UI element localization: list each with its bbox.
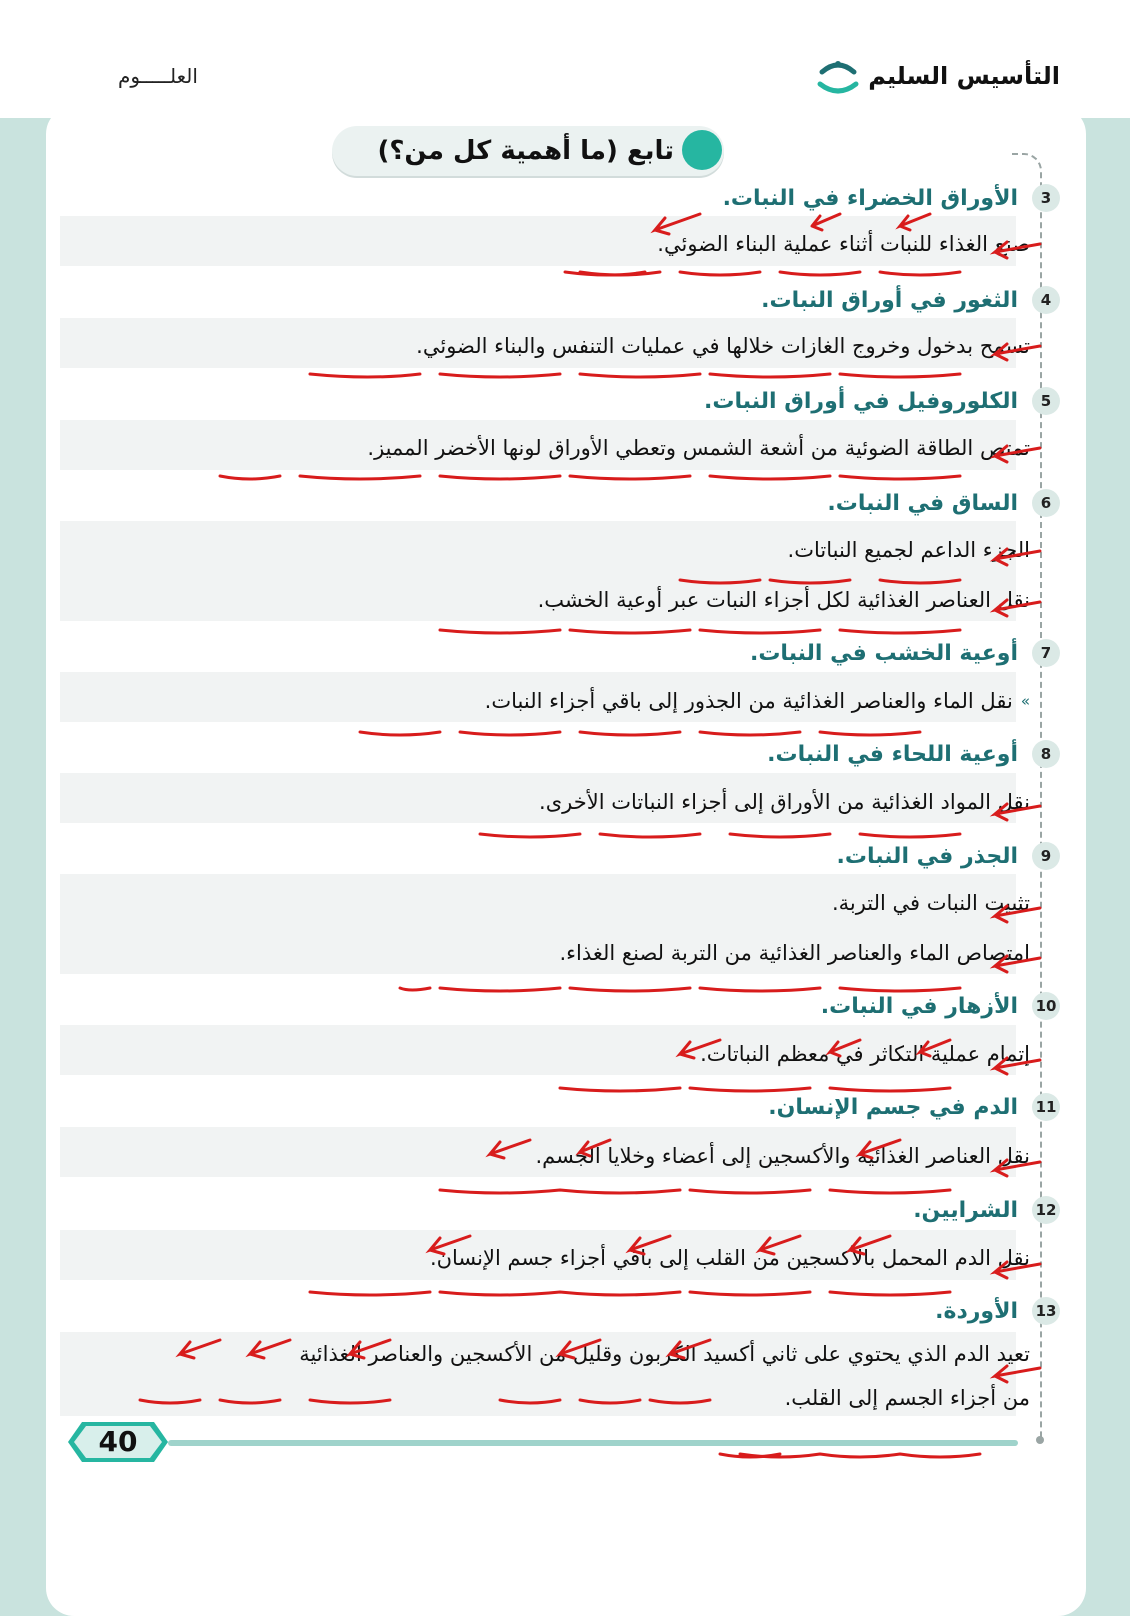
item-9 [837, 834, 1061, 878]
subject-label: العلـــــوم [118, 64, 198, 88]
frame-dot [1036, 1436, 1044, 1444]
item-11 [768, 1085, 1060, 1129]
item-number: 12 [1032, 1196, 1060, 1224]
item-number: 13 [1032, 1297, 1060, 1325]
item-heading: الدم في جسم الإنسان. [768, 1094, 1018, 1120]
answer-line: نقل العناصر الغذائية والأكسجين إلى أعضاء وخلايا الجسم. [535, 1144, 1030, 1168]
item-heading: الأوردة. [935, 1298, 1018, 1324]
brand-name: التأسيس السليم [868, 62, 1060, 90]
brand [816, 56, 1060, 96]
item-heading: الكلوروفيل في أوراق النبات. [704, 388, 1018, 414]
page-number: 40 [98, 1425, 138, 1458]
item-heading: الأوراق الخضراء في النبات. [722, 185, 1018, 211]
item-heading: أوعية الخشب في النبات. [749, 640, 1018, 666]
page-footer-line [168, 1440, 1018, 1446]
answer-line: من أجزاء الجسم إلى القلب. [784, 1386, 1030, 1410]
item-8 [767, 732, 1060, 776]
item-3 [723, 176, 1060, 220]
item-heading: الأزهار في النبات. [820, 993, 1018, 1019]
answer-line: نقل المواد الغذائية من الأوراق إلى أجزاء النباتات الأخرى. [539, 790, 1030, 814]
answer-line: » نقل الماء والعناصر الغذائية من الجذور إلى باقي أجزاء النبات. [484, 689, 1030, 713]
item-number: 4 [1032, 286, 1060, 314]
answer-line: صنع الغذاء للنبات أثناء عملية البناء الضوئي. [657, 232, 1030, 256]
item-number: 7 [1032, 639, 1060, 667]
answer-line: الجزء الداعم لجميع النباتات. [787, 538, 1030, 562]
item-number: 11 [1032, 1093, 1060, 1121]
brand-logo-icon [816, 58, 860, 94]
item-12 [913, 1188, 1060, 1232]
item-13 [935, 1289, 1060, 1333]
answer-line: تثبيت النبات في التربة. [831, 891, 1030, 915]
item-number: 8 [1032, 740, 1060, 768]
item-heading: أوعية اللحاء في النبات. [767, 741, 1018, 767]
item-heading: الثغور في أوراق النبات. [761, 287, 1018, 313]
item-number: 6 [1032, 489, 1060, 517]
item-number: 10 [1032, 992, 1060, 1020]
answer-line: نقل الدم المحمل بالأكسجين من القلب إلى باقي أجزاء جسم الإنسان. [429, 1246, 1030, 1270]
item-5 [704, 379, 1060, 423]
item-4 [761, 278, 1060, 322]
item-number: 9 [1032, 842, 1060, 870]
item-heading: الشرايين. [913, 1197, 1018, 1223]
answer-line: تمتص الطاقة الضوئية من أشعة الشمس وتعطي الأوراق لونها الأخضر المميز. [367, 436, 1030, 460]
answer-line: نقل العناصر الغذائية لكل أجزاء النبات عبر أوعية الخشب. [537, 588, 1030, 612]
answer-line: امتصاص الماء والعناصر الغذائية من التربة لصنع الغذاء. [559, 941, 1030, 965]
answer-line: تعيد الدم الذي يحتوي على ثاني أكسيد الكربون وقليل من الأكسجين والعناصر الغذائية [299, 1342, 1030, 1366]
page-title: تابع (ما أهمية كل من؟) [377, 136, 674, 166]
bullet-icon: » [1020, 692, 1030, 710]
answer-line: إتمام عملية التكاثر في معظم النباتات. [700, 1042, 1030, 1066]
item-number: 5 [1032, 387, 1060, 415]
item-heading: الجذر في النبات. [836, 843, 1018, 869]
item-10 [821, 984, 1060, 1028]
item-number: 3 [1032, 184, 1060, 212]
item-7 [750, 631, 1060, 675]
item-heading: الساق في النبات. [827, 490, 1018, 516]
answer-line: تسمح بدخول وخروج الغازات خلالها في عمليات التنفس والبناء الضوئي. [416, 334, 1030, 358]
title-bullet-icon [682, 130, 722, 170]
item-6 [827, 481, 1060, 525]
